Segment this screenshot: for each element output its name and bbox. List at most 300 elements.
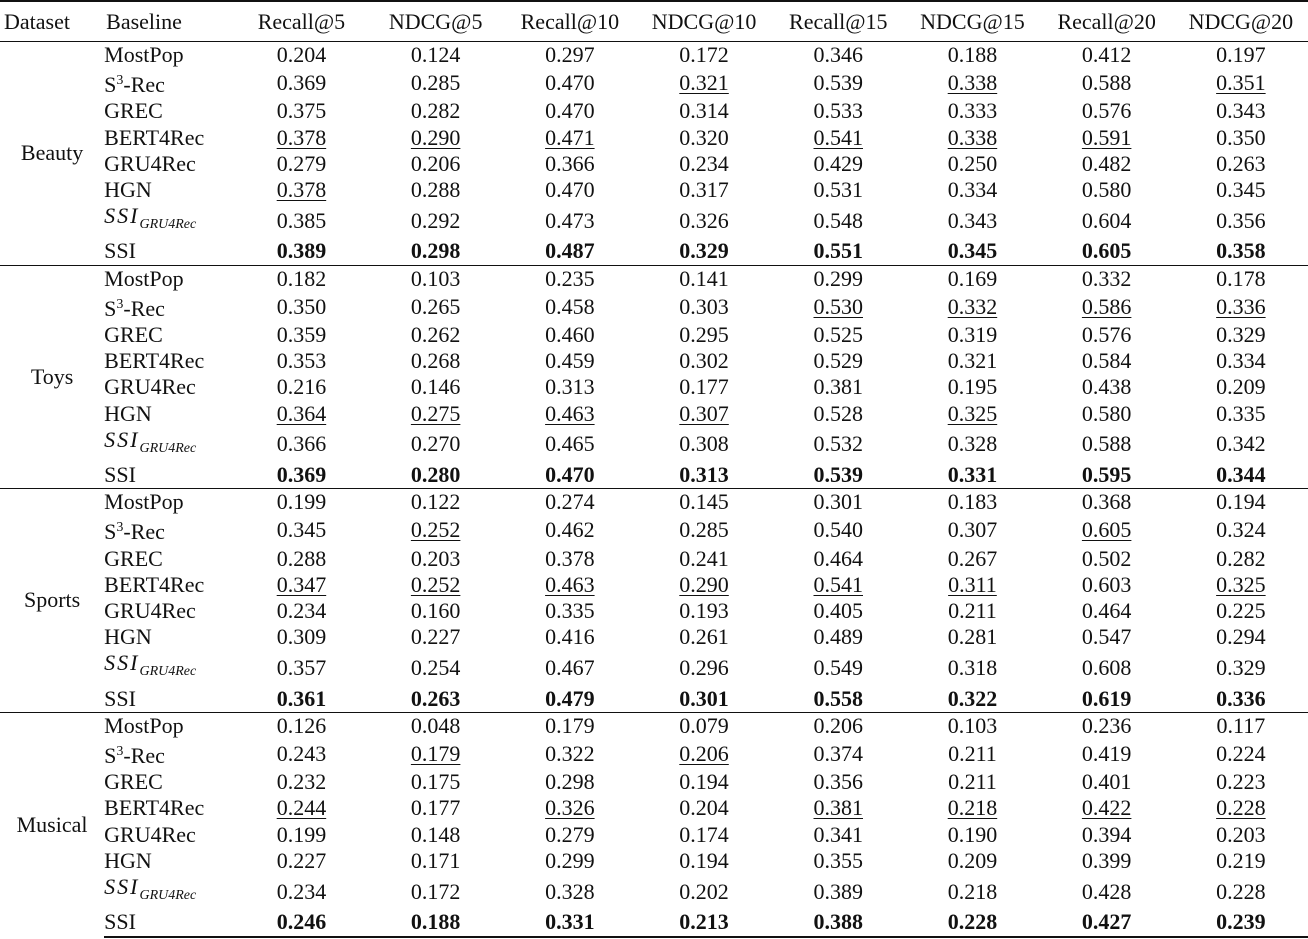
metric-value: 0.235 — [545, 265, 595, 291]
metric-cell — [1040, 151, 1174, 177]
metric-cell — [1040, 42, 1174, 69]
metric-value: 0.532 — [813, 431, 863, 457]
metric-cell — [1174, 42, 1308, 69]
metric-value: 0.146 — [410, 374, 461, 400]
metric-cell — [369, 401, 503, 427]
metric-cell — [1040, 624, 1174, 650]
metric-cell — [905, 42, 1039, 69]
metric-value: 0.331 — [545, 909, 595, 935]
metric-value: 0.366 — [545, 150, 595, 176]
table-row — [0, 427, 1308, 462]
metric-value: 0.381 — [813, 795, 863, 821]
table-row — [0, 739, 1308, 769]
metric-value: 0.357 — [276, 654, 327, 680]
baseline-name: SSI — [104, 685, 136, 711]
metric-cell — [369, 822, 503, 848]
metric-value: 0.203 — [410, 545, 461, 571]
metric-value: 0.270 — [410, 431, 461, 457]
baseline-name: MostPop — [104, 489, 234, 516]
metric-cell — [905, 427, 1039, 462]
metric-cell — [637, 348, 771, 374]
metric-cell — [503, 624, 637, 650]
baseline-name: $S^3$-Rec — [104, 519, 165, 545]
metric-value: 0.460 — [545, 322, 595, 348]
metric-value: 0.605 — [1081, 517, 1132, 543]
metric-value: 0.179 — [410, 741, 461, 767]
metric-cell — [771, 795, 905, 821]
metric-cell — [1174, 177, 1308, 203]
metric-value: 0.388 — [813, 909, 863, 935]
metric-value: 0.297 — [545, 42, 595, 67]
metric-value: 0.275 — [410, 400, 461, 426]
metric-cell — [503, 769, 637, 795]
metric-value: 0.502 — [1081, 545, 1132, 571]
metric-value: 0.280 — [410, 462, 461, 488]
metric-cell — [771, 238, 905, 265]
metric-value: 0.558 — [813, 685, 863, 711]
metric-cell — [637, 598, 771, 624]
metric-cell — [1040, 125, 1174, 151]
metric-cell — [1174, 909, 1308, 936]
metric-value: 0.364 — [276, 400, 327, 426]
metric-cell — [234, 292, 368, 322]
metric-cell — [1040, 292, 1174, 322]
metric-cell — [637, 769, 771, 795]
metric-value: 0.206 — [679, 741, 729, 767]
metric-value: 0.199 — [276, 821, 327, 847]
metric-value: 0.335 — [1216, 400, 1266, 426]
baseline-name: BERT4Rec — [104, 795, 205, 821]
metric-value: 0.464 — [1081, 598, 1132, 624]
metric-value: 0.122 — [410, 489, 461, 515]
metric-value: 0.197 — [1216, 42, 1266, 67]
metric-cell — [1040, 348, 1174, 374]
metric-cell — [503, 177, 637, 203]
metric-value: 0.319 — [947, 322, 998, 348]
baseline-name: $S^3$-Rec — [104, 743, 165, 769]
metric-value: 0.299 — [545, 847, 595, 873]
metric-cell — [637, 650, 771, 685]
metric-cell — [771, 68, 905, 98]
metric-value: 0.209 — [947, 847, 998, 873]
metric-cell — [905, 739, 1039, 769]
metric-value: 0.301 — [813, 489, 863, 515]
metric-cell — [503, 546, 637, 572]
metric-value: 0.279 — [545, 821, 595, 847]
metric-value: 0.174 — [679, 821, 729, 847]
metric-cell — [905, 374, 1039, 400]
metric-cell — [369, 348, 503, 374]
metric-cell — [234, 265, 368, 292]
metric-value: 0.341 — [813, 821, 863, 847]
metric-cell — [1174, 712, 1308, 739]
metric-cell — [637, 624, 771, 650]
metric-value: 0.206 — [813, 712, 863, 738]
metric-cell — [771, 650, 905, 685]
metric-cell — [1174, 292, 1308, 322]
metric-value: 0.148 — [410, 821, 461, 847]
metric-value: 0.470 — [545, 177, 595, 203]
metric-value: 0.206 — [410, 150, 461, 176]
column-header-ndcg-5: NDCG@5 — [369, 1, 503, 42]
metric-value: 0.299 — [813, 265, 863, 291]
dataset-group — [0, 265, 1308, 489]
metric-value: 0.389 — [813, 878, 863, 904]
metric-cell — [503, 462, 637, 489]
dataset-label: Toys — [0, 265, 104, 489]
metric-cell — [1174, 739, 1308, 769]
table-row — [0, 848, 1308, 874]
metric-value: 0.412 — [1081, 42, 1132, 67]
metric-cell — [369, 874, 503, 909]
metric-value: 0.169 — [947, 265, 998, 291]
metric-value: 0.223 — [1216, 769, 1266, 795]
metric-cell — [905, 348, 1039, 374]
metric-cell — [503, 795, 637, 821]
metric-cell — [369, 686, 503, 713]
baseline-name: MostPop — [104, 42, 184, 67]
metric-value: 0.588 — [1081, 70, 1132, 96]
metric-cell — [905, 462, 1039, 489]
metric-value: 0.419 — [1081, 741, 1132, 767]
metric-cell — [1174, 489, 1308, 516]
metric-cell — [905, 322, 1039, 348]
metric-cell — [1174, 874, 1308, 909]
metric-cell — [503, 848, 637, 874]
metric-cell — [1040, 489, 1174, 516]
metric-value: 0.547 — [1081, 624, 1132, 650]
metric-value: 0.103 — [947, 712, 998, 738]
metric-value: 0.317 — [679, 177, 729, 203]
metric-value: 0.539 — [813, 462, 863, 488]
metric-value: 0.288 — [276, 545, 327, 571]
column-header-ndcg-10: NDCG@10 — [637, 1, 771, 42]
metric-value: 0.344 — [1216, 462, 1266, 488]
metric-cell — [637, 177, 771, 203]
metric-cell — [637, 125, 771, 151]
metric-value: 0.298 — [410, 238, 461, 264]
metric-cell — [1040, 265, 1174, 292]
metric-cell — [771, 739, 905, 769]
metric-cell — [503, 68, 637, 98]
metric-cell — [369, 125, 503, 151]
metric-value: 0.459 — [545, 348, 595, 374]
metric-value: 0.244 — [276, 795, 327, 821]
metric-value: 0.268 — [410, 348, 461, 374]
metric-value: 0.322 — [545, 741, 595, 767]
metric-value: 0.263 — [1216, 150, 1266, 176]
metric-value: 0.591 — [1081, 124, 1132, 150]
metric-value: 0.322 — [947, 685, 998, 711]
table-row — [0, 265, 1308, 292]
metric-cell — [1174, 624, 1308, 650]
metric-cell — [1174, 374, 1308, 400]
metric-cell — [234, 686, 368, 713]
metric-cell — [1174, 151, 1308, 177]
metric-value: 0.307 — [679, 400, 729, 426]
metric-cell — [1174, 795, 1308, 821]
metric-cell — [234, 874, 368, 909]
metric-value: 0.172 — [679, 42, 729, 67]
baseline-name: GRU4Rec — [104, 150, 196, 176]
metric-value: 0.369 — [276, 70, 327, 96]
column-header-ndcg-15: NDCG@15 — [905, 1, 1039, 42]
metric-cell — [234, 572, 368, 598]
metric-cell — [369, 177, 503, 203]
metric-value: 0.279 — [276, 150, 327, 176]
metric-cell — [234, 42, 368, 69]
metric-value: 0.103 — [410, 265, 461, 291]
metric-cell — [1040, 712, 1174, 739]
metric-cell — [637, 489, 771, 516]
metric-value: 0.183 — [947, 489, 998, 515]
metric-value: 0.428 — [1081, 878, 1132, 904]
metric-value: 0.438 — [1081, 374, 1132, 400]
metric-value: 0.267 — [947, 545, 998, 571]
metric-value: 0.172 — [410, 878, 461, 904]
metric-value: 0.470 — [545, 70, 595, 96]
baseline-name: HGN — [104, 847, 152, 873]
metric-value: 0.464 — [813, 545, 863, 571]
metric-cell — [234, 462, 368, 489]
metric-cell — [369, 427, 503, 462]
metric-value: 0.282 — [1216, 545, 1266, 571]
table-row — [0, 769, 1308, 795]
metric-cell — [1174, 650, 1308, 685]
table-row — [0, 98, 1308, 124]
metric-value: 0.378 — [545, 545, 595, 571]
metric-cell — [503, 292, 637, 322]
metric-value: 0.227 — [410, 624, 461, 650]
metric-value: 0.302 — [679, 348, 729, 374]
baseline-name: HGN — [104, 177, 152, 203]
metric-cell — [1040, 650, 1174, 685]
metric-value: 0.177 — [410, 795, 461, 821]
metric-value: 0.416 — [545, 624, 595, 650]
table-row — [0, 515, 1308, 545]
metric-cell — [503, 515, 637, 545]
metric-value: 0.234 — [679, 150, 729, 176]
metric-value: 0.117 — [1216, 712, 1266, 738]
metric-cell — [503, 822, 637, 848]
metric-value: 0.462 — [545, 517, 595, 543]
metric-value: 0.252 — [410, 571, 461, 597]
metric-cell — [771, 769, 905, 795]
metric-cell — [369, 624, 503, 650]
metric-cell — [1040, 238, 1174, 265]
metric-cell — [905, 203, 1039, 238]
table-row — [0, 598, 1308, 624]
metric-cell — [1174, 598, 1308, 624]
metric-cell — [234, 848, 368, 874]
metric-cell — [1040, 546, 1174, 572]
metric-value: 0.334 — [947, 177, 998, 203]
metric-cell — [1040, 177, 1174, 203]
metric-value: 0.604 — [1081, 207, 1132, 233]
metric-cell — [1040, 739, 1174, 769]
metric-value: 0.274 — [545, 489, 595, 515]
metric-cell — [905, 98, 1039, 124]
metric-cell — [905, 874, 1039, 909]
metric-value: 0.356 — [813, 769, 863, 795]
metric-value: 0.178 — [1216, 265, 1266, 291]
metric-cell — [1174, 822, 1308, 848]
metric-value: 0.346 — [813, 42, 863, 67]
metric-cell — [369, 848, 503, 874]
metric-cell — [1174, 572, 1308, 598]
metric-cell — [637, 874, 771, 909]
metric-cell — [1174, 848, 1308, 874]
metric-cell — [771, 177, 905, 203]
table-row — [0, 686, 1308, 713]
metric-value: 0.236 — [1081, 712, 1132, 738]
metric-value: 0.218 — [947, 878, 998, 904]
metric-value: 0.374 — [813, 741, 863, 767]
metric-cell — [905, 712, 1039, 739]
metric-value: 0.295 — [679, 322, 729, 348]
metric-cell — [234, 769, 368, 795]
table-row — [0, 874, 1308, 909]
metric-cell — [369, 515, 503, 545]
metric-value: 0.314 — [679, 98, 729, 124]
metric-value: 0.188 — [947, 42, 998, 67]
metric-value: 0.531 — [813, 177, 863, 203]
metric-value: 0.204 — [679, 795, 729, 821]
metric-cell — [905, 686, 1039, 713]
metric-value: 0.533 — [813, 98, 863, 124]
metric-cell — [234, 822, 368, 848]
dataset-group — [0, 489, 1308, 713]
metric-value: 0.263 — [410, 685, 461, 711]
metric-cell — [905, 822, 1039, 848]
metric-cell — [234, 348, 368, 374]
baseline-name: $S^3$-Rec — [104, 295, 165, 321]
metric-cell — [1174, 125, 1308, 151]
metric-cell — [637, 909, 771, 936]
baseline-name: $S^3$-Rec — [104, 72, 165, 98]
table-row — [0, 42, 1308, 69]
metric-value: 0.608 — [1081, 654, 1132, 680]
column-header-dataset: Dataset — [0, 1, 104, 42]
metric-value: 0.470 — [545, 98, 595, 124]
metric-value: 0.303 — [679, 293, 729, 319]
metric-value: 0.325 — [1216, 571, 1266, 597]
baseline-name: BERT4Rec — [104, 348, 205, 374]
metric-value: 0.288 — [410, 177, 461, 203]
metric-cell — [905, 546, 1039, 572]
metric-cell — [905, 177, 1039, 203]
metric-cell — [234, 401, 368, 427]
metric-value: 0.246 — [276, 909, 327, 935]
metric-value: 0.605 — [1081, 238, 1132, 264]
metric-cell — [771, 203, 905, 238]
metric-value: 0.194 — [1216, 489, 1266, 515]
metric-cell — [1174, 68, 1308, 98]
metric-value: 0.586 — [1081, 293, 1132, 319]
table-row — [0, 374, 1308, 400]
metric-value: 0.225 — [1216, 598, 1266, 624]
metric-cell — [369, 203, 503, 238]
metric-value: 0.282 — [410, 98, 461, 124]
metric-value: 0.182 — [276, 265, 327, 291]
metric-value: 0.241 — [679, 545, 729, 571]
metric-cell — [1040, 462, 1174, 489]
metric-value: 0.211 — [948, 769, 997, 795]
metric-cell — [234, 427, 368, 462]
metric-cell — [771, 598, 905, 624]
metric-value: 0.366 — [276, 431, 327, 457]
metric-value: 0.467 — [545, 654, 595, 680]
metric-value: 0.389 — [276, 238, 327, 264]
dataset-label: Musical — [0, 712, 104, 936]
metric-cell — [369, 265, 503, 292]
baseline-name: BERT4Rec — [104, 124, 205, 150]
metric-cell — [503, 42, 637, 69]
baseline-name: SSI — [104, 462, 136, 488]
metric-value: 0.358 — [1216, 238, 1266, 264]
metric-value: 0.541 — [813, 571, 863, 597]
metric-value: 0.326 — [679, 207, 729, 233]
metric-cell — [1040, 427, 1174, 462]
metric-value: 0.160 — [410, 598, 461, 624]
metric-value: 0.262 — [410, 322, 461, 348]
metric-cell — [369, 769, 503, 795]
metric-cell — [1040, 68, 1174, 98]
metric-value: 0.549 — [813, 654, 863, 680]
metric-value: 0.353 — [276, 348, 327, 374]
metric-value: 0.584 — [1081, 348, 1132, 374]
baseline-name: $SSI_{GRU4Rec}$ — [104, 203, 197, 233]
metric-value: 0.528 — [813, 400, 863, 426]
metric-value: 0.228 — [947, 909, 998, 935]
dataset-group — [0, 42, 1308, 266]
metric-value: 0.329 — [1216, 322, 1266, 348]
metric-cell — [503, 739, 637, 769]
metric-value: 0.603 — [1081, 571, 1132, 597]
metric-cell — [1174, 322, 1308, 348]
metric-value: 0.211 — [948, 741, 997, 767]
metric-cell — [234, 68, 368, 98]
metric-value: 0.482 — [1081, 150, 1132, 176]
metric-value: 0.285 — [679, 517, 729, 543]
metric-value: 0.203 — [1216, 821, 1266, 847]
metric-cell — [503, 909, 637, 936]
metric-value: 0.525 — [813, 322, 863, 348]
table-row — [0, 795, 1308, 821]
metric-cell — [1040, 769, 1174, 795]
metric-value: 0.204 — [276, 42, 327, 67]
metric-cell — [771, 151, 905, 177]
metric-value: 0.369 — [276, 462, 327, 488]
metric-cell — [637, 739, 771, 769]
metric-cell — [234, 909, 368, 936]
metric-cell — [503, 238, 637, 265]
metric-cell — [234, 489, 368, 516]
metric-cell — [637, 401, 771, 427]
metric-value: 0.177 — [679, 374, 729, 400]
metric-value: 0.356 — [1216, 207, 1266, 233]
metric-cell — [503, 374, 637, 400]
metric-value: 0.141 — [679, 265, 729, 291]
metric-cell — [1040, 848, 1174, 874]
metric-cell — [1040, 515, 1174, 545]
metric-cell — [771, 686, 905, 713]
metric-cell — [637, 42, 771, 69]
metric-value: 0.243 — [276, 741, 327, 767]
metric-value: 0.321 — [947, 348, 998, 374]
metric-value: 0.576 — [1081, 322, 1132, 348]
metric-value: 0.350 — [276, 293, 327, 319]
